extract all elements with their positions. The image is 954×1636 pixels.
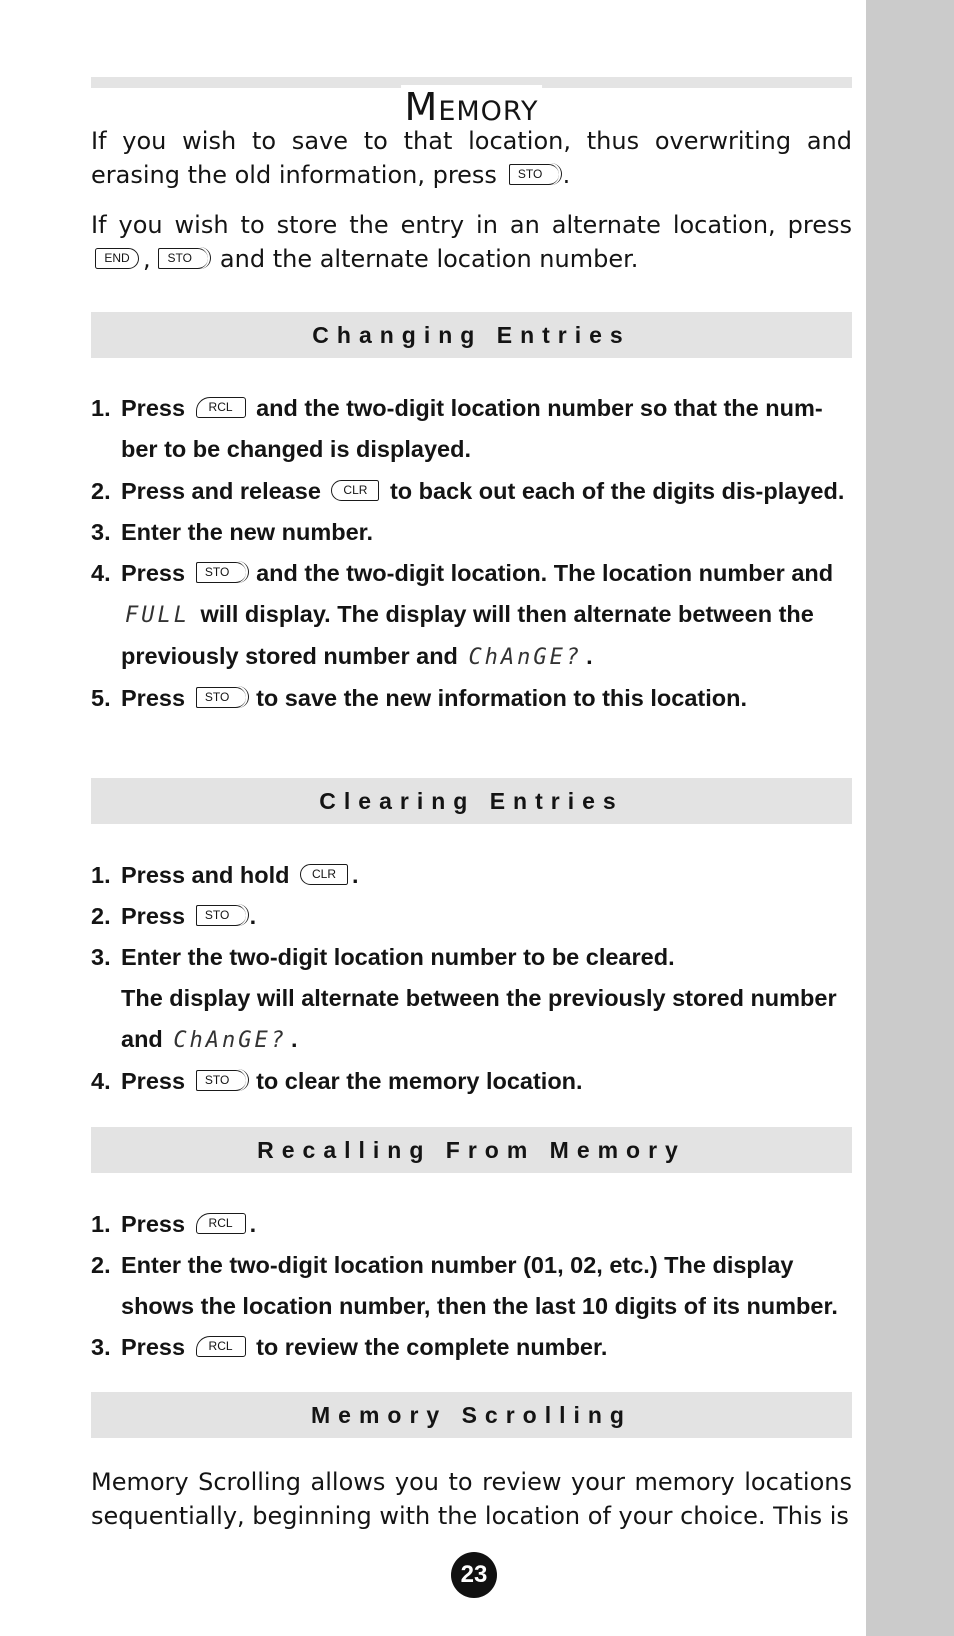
changing-entries-steps [91, 388, 852, 719]
step-text: to review the complete number. [256, 1334, 608, 1360]
step-number: 3. [91, 944, 111, 970]
page-number-badge: 23 [451, 1552, 497, 1598]
sto-key-icon: STO [196, 687, 246, 708]
sto-key-icon: STO [196, 562, 246, 583]
lcd-change-readout: ChAnGE? [173, 1028, 288, 1053]
step-text: Press [121, 560, 186, 586]
title-row [91, 60, 852, 130]
page-title: Memory [401, 85, 543, 129]
step-number: 5. [91, 685, 111, 711]
step-text: Press and hold [121, 862, 290, 888]
step-number: 3. [91, 1334, 111, 1360]
list-item [91, 553, 852, 678]
step-number: 1. [91, 862, 111, 888]
step-text: Press [121, 903, 186, 929]
step-text: will display. The display will then alternate between the previously stored number and [121, 601, 814, 669]
section-heading-changing-entries: Changing Entries [91, 312, 852, 358]
scrolling-paragraph: Memory Scrolling allows you to review your memory locations sequentially, beginning with the location of your choice. This is [91, 1468, 852, 1530]
list-item [91, 1061, 852, 1102]
intro-p2-comma: , [143, 245, 151, 273]
step-text: . [249, 1211, 257, 1237]
clr-key-icon: CLR [300, 864, 348, 885]
section-heading-memory-scrolling: Memory Scrolling [91, 1392, 852, 1438]
intro-paragraph-1 [91, 124, 852, 192]
intro-p1-end: . [562, 161, 571, 189]
step-text: . [352, 862, 359, 888]
sto-key-icon: STO [509, 164, 559, 185]
step-text: . [291, 1026, 298, 1052]
intro-p1-text: If you wish to save to that location, thus overwriting and erasing the old information, press [91, 127, 852, 189]
list-item [91, 1245, 852, 1327]
step-text: Press [121, 1068, 186, 1094]
step-text: to save the new information to this location. [256, 685, 748, 711]
intro-paragraph-2 [91, 208, 852, 276]
section-heading-recalling-from-memory: Recalling From Memory [91, 1127, 852, 1173]
sto-key-icon: STO [158, 248, 208, 269]
step-number: 4. [91, 560, 111, 586]
step-text: Enter the new number. [121, 519, 374, 545]
list-item [91, 896, 852, 937]
step-number: 2. [91, 1252, 111, 1278]
end-key-icon: END [95, 248, 139, 269]
step-number: 3. [91, 519, 111, 545]
step-text: Enter the two-digit location number to be cleared. [121, 944, 675, 970]
step-text: . [586, 643, 593, 669]
section-heading-clearing-entries: Clearing Entries [91, 778, 852, 824]
rcl-key-icon: RCL [196, 1336, 246, 1357]
lcd-change-readout: ChAnGE? [468, 645, 583, 670]
step-number: 1. [91, 395, 111, 421]
step-text: Press [121, 395, 186, 421]
step-text: Press [121, 1211, 186, 1237]
step-text: to clear the memory location. [256, 1068, 583, 1094]
step-text: Press and release [121, 478, 321, 504]
step-text: Enter the two-digit location number (01, 02, etc.) The display shows the location number, then the last 10 digits of its number. [121, 1252, 838, 1319]
list-item [91, 678, 852, 719]
lcd-full-readout: FULL [125, 603, 190, 628]
step-text: . [249, 903, 257, 929]
step-text: Press [121, 685, 186, 711]
step-text: The display will alternate between the previously stored number and [121, 985, 837, 1052]
step-number: 4. [91, 1068, 111, 1094]
list-item [91, 1204, 852, 1245]
step-number: 1. [91, 1211, 111, 1237]
rcl-key-icon: RCL [196, 397, 246, 418]
list-item [91, 512, 852, 553]
sto-key-icon: STO [196, 905, 246, 926]
list-item [91, 388, 852, 470]
step-text: to back out each of the digits dis-played. [389, 478, 845, 504]
step-number: 2. [91, 903, 111, 929]
list-item [91, 937, 852, 1061]
recalling-steps [91, 1204, 852, 1368]
step-text: and the two-digit location number so that the num-ber to be changed is displayed. [121, 395, 823, 462]
side-margin-bar [866, 0, 954, 1636]
clr-key-icon: CLR [331, 480, 379, 501]
intro-p2-end: and the alternate location number. [219, 245, 639, 273]
list-item [91, 855, 852, 896]
step-number: 2. [91, 478, 111, 504]
rcl-key-icon: RCL [196, 1213, 246, 1234]
sto-key-icon: STO [196, 1070, 246, 1091]
step-text: and the two-digit location. The location number and [256, 560, 834, 586]
clearing-entries-steps [91, 855, 852, 1102]
step-text: Press [121, 1334, 186, 1360]
intro-p2-text: If you wish to store the entry in an alternate location, press [91, 211, 852, 239]
list-item [91, 1327, 852, 1368]
list-item [91, 472, 852, 510]
